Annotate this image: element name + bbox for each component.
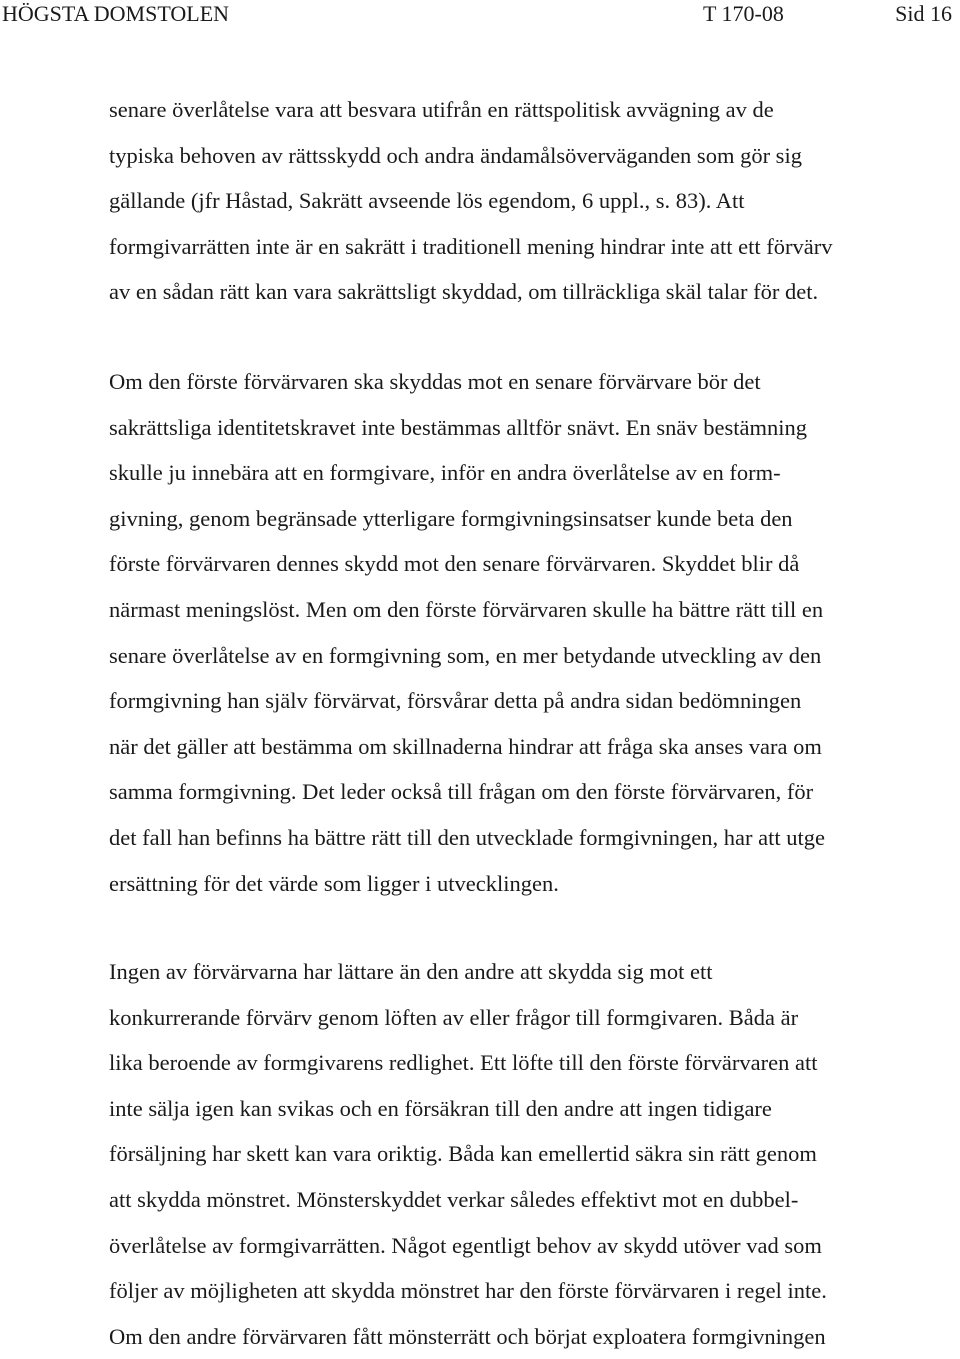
text-line: sakrättsliga identitetskravet inte bestämmas alltför snävt. En snäv bestämning (109, 414, 807, 440)
document-body (109, 87, 949, 1359)
text-line: närmast meningslöst. Men om den förste förvärvaren skulle ha bättre rätt till en (109, 596, 824, 622)
text-line: försäljning har skett kan vara oriktig. Båda kan emellertid säkra sin rätt genom (109, 1141, 817, 1167)
text-line: ersättning för det värde som ligger i utvecklingen. (109, 870, 559, 896)
text-line: att skydda mönstret. Mönsterskyddet verkar således effektivt mot en dubbel- (109, 1187, 799, 1213)
paragraph-spacer (109, 315, 949, 359)
text-line: konkurrerande förvärv genom löften av eller frågor till formgivaren. Båda är (109, 1004, 799, 1030)
paragraph-spacer (109, 906, 949, 949)
text-line: lika beroende av formgivarens redlighet. Ett löfte till den förste förvärvaren att (109, 1050, 818, 1076)
page-number: Sid 16 (895, 1, 952, 26)
paragraph-1 (109, 87, 949, 315)
text-line: formgivarrätten inte är en sakrätt i traditionell mening hindrar inte att ett förvärv (109, 233, 833, 259)
text-line: följer av möjligheten att skydda mönstret har den förste förvärvaren i regel inte. (109, 1278, 827, 1304)
text-line: inte sälja igen kan svikas och en försäkran till den andre att ingen tidigare (109, 1095, 772, 1121)
text-line: det fall han befinns ha bättre rätt till den utvecklade formgivningen, har att utge (109, 824, 826, 850)
text-line: senare överlåtelse vara att besvara utifrån en rättspolitisk avvägning av de (109, 97, 774, 122)
text-line: senare överlåtelse av en formgivning som, en mer betydande utveckling av den (109, 642, 822, 668)
text-line: Om den andre förvärvaren fått mönsterrätt och börjat exploatera formgivningen (109, 1323, 826, 1349)
text-line: formgivning han själv förvärvat, försvårar detta på andra sidan bedömningen (109, 688, 802, 714)
text-line: överlåtelse av formgivarrätten. Något egentligt behov av skydd utöver vad som (109, 1232, 822, 1258)
text-line: när det gäller att bestämma om skillnaderna hindrar att fråga ska anses vara om (109, 733, 822, 759)
text-line: Ingen av förvärvarna har lättare än den andre att skydda sig mot ett (109, 959, 713, 985)
text-line: gällande (jfr Håstad, Sakrätt avseende lös egendom, 6 uppl., s. 83). Att (109, 188, 745, 214)
text-line: givning, genom begränsade ytterligare formgivningsinsatser kunde beta den (109, 505, 793, 531)
page-header (0, 0, 960, 32)
text-line: typiska behoven av rättsskydd och andra ändamålsöverväganden som gör sig (109, 142, 802, 168)
text-line: Om den förste förvärvaren ska skyddas mot en senare förvärvare bör det (109, 368, 761, 394)
paragraph-2 (109, 359, 949, 906)
court-name: HÖGSTA DOMSTOLEN (2, 1, 230, 26)
text-line: skulle ju innebära att en formgivare, inför en andra överlåtelse av en form- (109, 460, 781, 486)
text-line: samma formgivning. Det leder också till frågan om den förste förvärvaren, för (109, 779, 814, 805)
paragraph-3 (109, 949, 949, 1359)
text-line: förste förvärvaren dennes skydd mot den senare förvärvaren. Skyddet blir då (109, 551, 800, 577)
text-line: av en sådan rätt kan vara sakrättsligt skyddad, om tillräckliga skäl talar för det. (109, 279, 819, 305)
case-number: T 170-08 (703, 1, 784, 26)
